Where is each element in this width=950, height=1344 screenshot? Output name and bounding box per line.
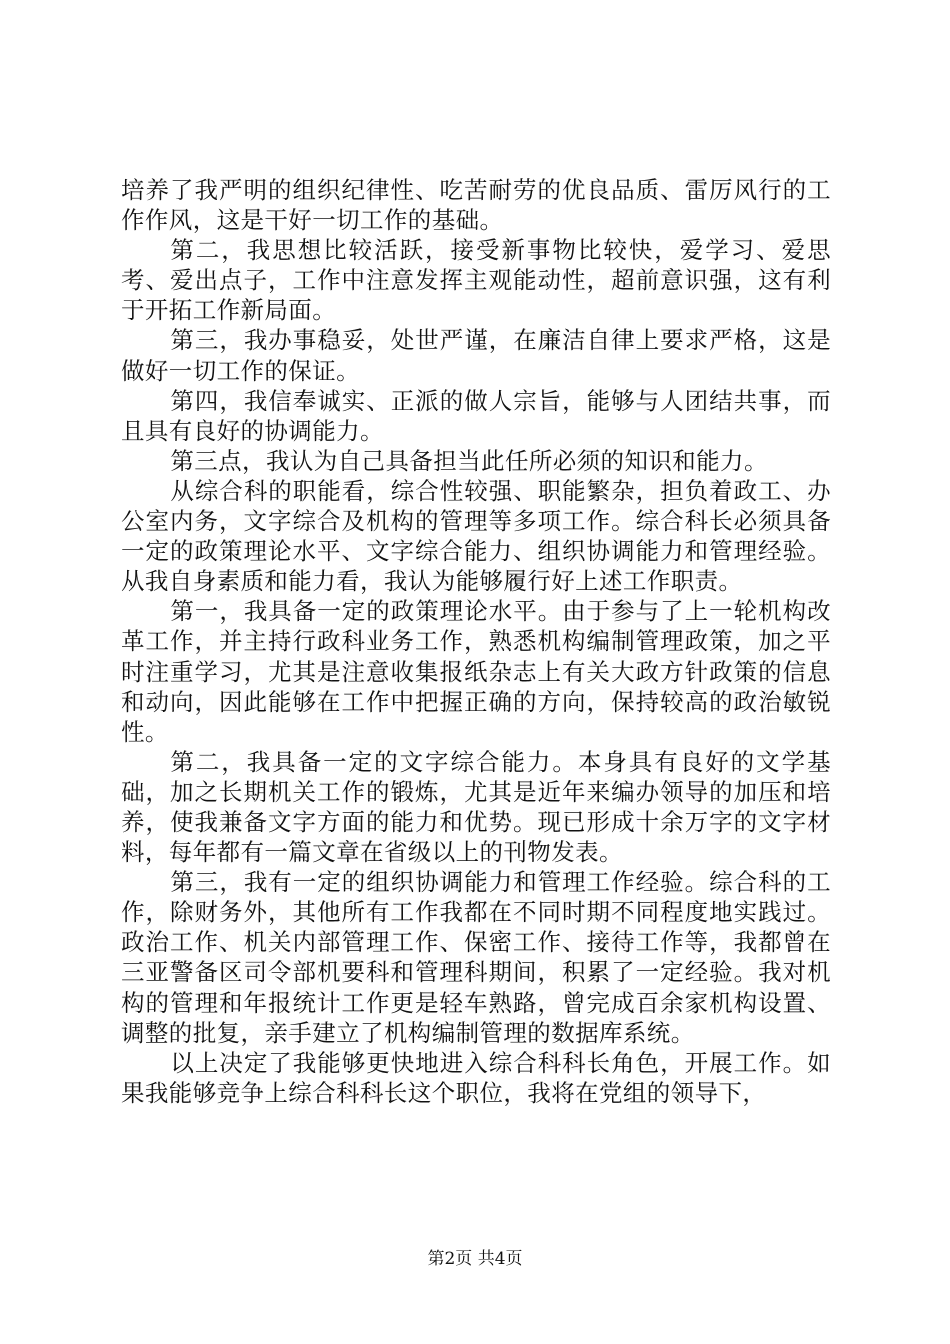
document-body bbox=[121, 175, 831, 1108]
paragraph-1: 培养了我严明的组织纪律性、吃苦耐劳的优良品质、雷厉风行的工作作风，这是干好一切工作的基础。 bbox=[121, 176, 831, 235]
paragraph-2: 第二，我思想比较活跃，接受新事物比较快，爱学习、爱思考、爱出点子，工作中注意发挥主观能动性，超前意识强，这有利于开拓工作新局面。 bbox=[121, 236, 831, 325]
paragraph-6: 从综合科的职能看，综合性较强、职能繁杂，担负着政工、办公室内务，文字综合及机构的管理等多项工作。综合科长必须具备一定的政策理论水平、文字综合能力、组织协调能力和管理经验。从我自身素质和能力看，我认为能够履行好上述工作职责。 bbox=[121, 476, 831, 596]
paragraph-7: 第一，我具备一定的政策理论水平。由于参与了上一轮机构改革工作，并主持行政科业务工作，熟悉机构编制管理政策，加之平时注重学习，尤其是注意收集报纸杂志上有关大政方针政策的信息和动向，因此能够在工作中把握正确的方向，保持较高的政治敏锐性。 bbox=[121, 597, 831, 746]
paragraph-8: 第二，我具备一定的文字综合能力。本身具有良好的文学基础，加之长期机关工作的锻炼，尤其是近年来编办领导的加压和培养，使我兼备文字方面的能力和优势。现已形成十余万字的文字材料，每年都有一篇文章在省级以上的刊物发表。 bbox=[121, 747, 831, 867]
paragraph-3: 第三，我办事稳妥，处世严谨，在廉洁自律上要求严格，这是做好一切工作的保证。 bbox=[121, 326, 831, 385]
page-number-footer: 第2页 共4页 bbox=[427, 1249, 523, 1269]
paragraph-4: 第四，我信奉诚实、正派的做人宗旨，能够与人团结共事，而且具有良好的协调能力。 bbox=[121, 386, 831, 445]
paragraph-5: 第三点，我认为自己具备担当此任所必须的知识和能力。 bbox=[170, 446, 768, 475]
paragraph-10: 以上决定了我能够更快地进入综合科科长角色，开展工作。如果我能够竞争上综合科科长这个职位，我将在党组的领导下， bbox=[121, 1048, 831, 1107]
paragraph-9: 第三，我有一定的组织协调能力和管理工作经验。综合科的工作，除财务外，其他所有工作我都在不同时期不同程度地实践过。政治工作、机关内部管理工作、保密工作、接待工作等，我都曾在三亚警备区司令部机要科和管理科期间，积累了一定经验。我对机构的管理和年报统计工作更是轻车熟路，曾完成百余家机构设置、调整的批复，亲手建立了机构编制管理的数据库系统。 bbox=[121, 868, 831, 1047]
